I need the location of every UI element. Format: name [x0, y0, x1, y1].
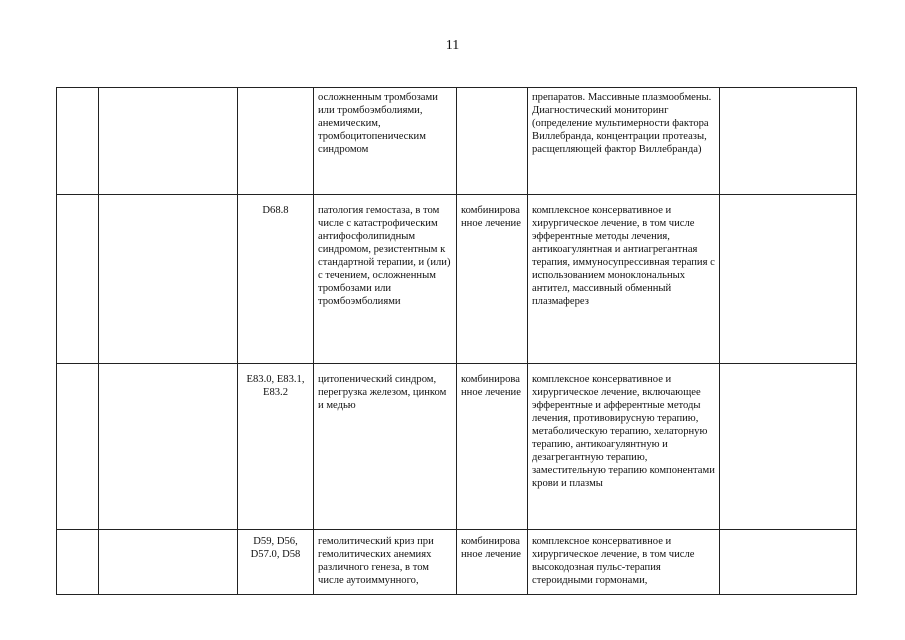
treatment-method-cell: препаратов. Массивные плазмообмены. Диагностический мониторинг (определение мультимерности фактора Виллебранда, концентрации протеазы, расщепляющей фактор Виллебранда): [528, 88, 720, 195]
treatment-method-cell: комплексное консервативное и хирургическое лечение, включающее эфферентные и афферентные методы лечения, противовирусную терапию, метаболическую терапию, хелаторную терапию, антикоагулянтную и дезагрегантную терапию, заместительную терапию компонентами крови и плазмы: [528, 364, 720, 530]
number-cell: [57, 364, 99, 530]
treatment-type-cell: [457, 88, 528, 195]
cost-cell: [720, 88, 857, 195]
table-row: [57, 530, 857, 595]
table-row: [57, 364, 857, 530]
number-cell: [57, 530, 99, 595]
icd-code-cell: [238, 88, 314, 195]
profile-cell: [99, 530, 238, 595]
profile-cell: [99, 364, 238, 530]
disease-model-cell: гемолитический криз при гемолитических анемиях различного генеза, в том числе аутоиммунного,: [314, 530, 457, 595]
table-row: [57, 88, 857, 195]
table-row: [57, 195, 857, 364]
icd-code-cell: E83.0, E83.1, E83.2: [238, 364, 314, 530]
number-cell: [57, 195, 99, 364]
profile-cell: [99, 88, 238, 195]
treatment-type-cell: комбинированное лечение: [457, 364, 528, 530]
icd-code-cell: D59, D56, D57.0, D58: [238, 530, 314, 595]
disease-model-cell: осложненным тромбозами или тромбоэмболиями, анемическим, тромбоцитопеническим синдромом: [314, 88, 457, 195]
disease-model-cell: цитопенический синдром, перегрузка железом, цинком и медью: [314, 364, 457, 530]
disease-model-cell: патология гемостаза, в том числе с катастрофическим антифосфолипидным синдромом, резистентным к стандартной терапии, и (или) с течением, осложненным тромбозами или тромбоэмболиями: [314, 195, 457, 364]
profile-cell: [99, 195, 238, 364]
treatment-type-cell: комбинированное лечение: [457, 195, 528, 364]
page-number: 11: [445, 38, 460, 53]
treatment-type-cell: комбинированное лечение: [457, 530, 528, 595]
medical-care-table: [56, 87, 857, 595]
number-cell: [57, 88, 99, 195]
cost-cell: [720, 364, 857, 530]
treatment-method-cell: комплексное консервативное и хирургическое лечение, в том числе эфферентные методы лечения, антикоагулянтная и антиагрегантная терапия, иммуносупрессивная терапия с использованием моноклональных антител, массивный обменный плазмаферез: [528, 195, 720, 364]
cost-cell: [720, 530, 857, 595]
cost-cell: [720, 195, 857, 364]
treatment-method-cell: комплексное консервативное и хирургическое лечение, в том числе высокодозная пульс-терапия стероидными гормонами,: [528, 530, 720, 595]
icd-code-cell: D68.8: [238, 195, 314, 364]
